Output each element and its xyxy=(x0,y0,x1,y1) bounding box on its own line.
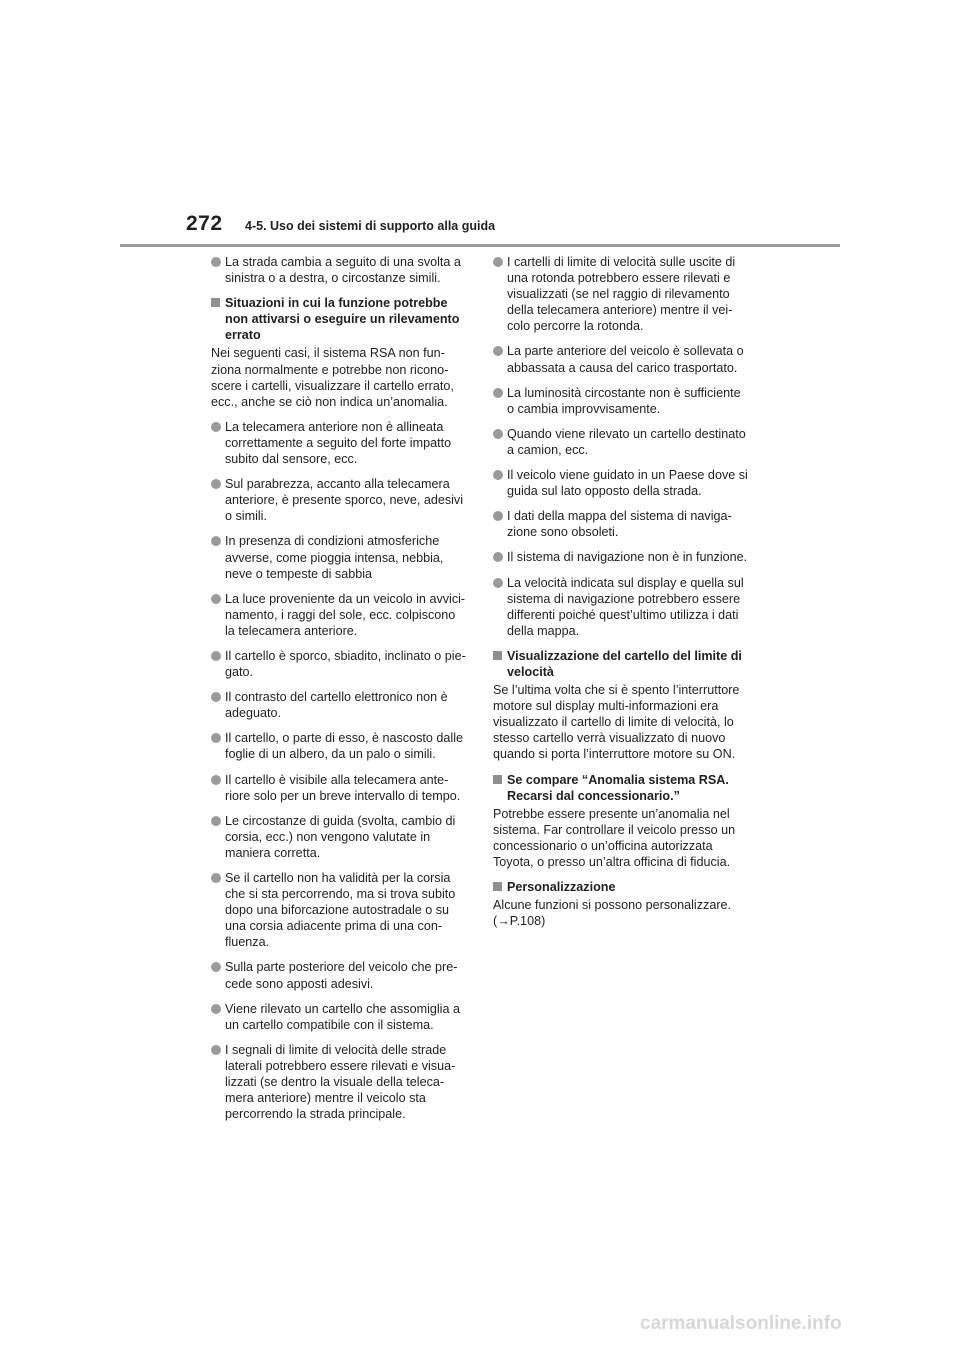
text-line: a camion, ecc. xyxy=(507,442,589,457)
text-line: Viene rilevato un cartello che assomiglia a xyxy=(225,1001,460,1016)
text-line: Il veicolo viene guidato in un Paese dove si xyxy=(507,468,748,483)
bullet-item xyxy=(211,476,467,524)
bullet-dot-icon xyxy=(211,257,221,267)
text-line: lizzati (se dentro la visuale della teleca- xyxy=(225,1075,445,1090)
text-line: zione sono obsoleti. xyxy=(507,525,619,540)
text-line: Se compare “Anomalia sistema RSA. xyxy=(507,772,729,787)
paragraph xyxy=(493,897,749,929)
text-line: riore solo per un breve intervallo di tempo. xyxy=(225,788,461,803)
square-marker-icon xyxy=(493,775,502,784)
text-line: La velocità indicata sul display e quella sul xyxy=(507,575,744,590)
bullet-dot-icon xyxy=(211,422,221,432)
text-line: In presenza di condizioni atmosferiche xyxy=(225,534,440,549)
text-line: Il cartello, o parte di esso, è nascosto dalle xyxy=(225,731,464,746)
subsection-heading xyxy=(211,295,467,343)
paragraph xyxy=(493,682,749,762)
text-line: laterali potrebbero essere rilevati e visua- xyxy=(225,1058,456,1073)
text-line: sinistra o a destra, o circostanze simili. xyxy=(225,271,441,286)
bullet-dot-icon xyxy=(493,511,503,521)
text-line: anteriore, è presente sporco, neve, adesivi xyxy=(225,493,464,508)
text-line: un cartello compatibile con il sistema. xyxy=(225,1017,434,1032)
text-line: sistema. Far controllare il veicolo presso un xyxy=(493,822,736,837)
bullet-dot-icon xyxy=(211,1045,221,1055)
text-line: avverse, come pioggia intensa, nebbia, xyxy=(225,550,444,565)
text-line: percorrendo la strada principale. xyxy=(225,1107,406,1122)
text-line: scere i cartelli, visualizzare il cartello errato, xyxy=(211,378,454,393)
text-line: una corsia adiacente prima di una con- xyxy=(225,919,443,934)
text-line: Nei seguenti casi, il sistema RSA non fun- xyxy=(211,346,445,361)
text-line: Personalizzazione xyxy=(507,880,616,895)
text-line: Il sistema di navigazione non è in funzione. xyxy=(507,550,748,565)
bullet-item xyxy=(493,254,749,334)
text-line: guida sul lato opposto della strada. xyxy=(507,484,702,499)
text-line: (→P.108) xyxy=(493,914,546,929)
text-line: Visualizzazione del cartello del limite di xyxy=(507,648,742,663)
bullet-item xyxy=(211,959,467,991)
text-line: stesso cartello verrà visualizzato di nuovo xyxy=(493,731,726,746)
text-line: differenti poiché quest’ultimo utilizza i dati xyxy=(507,607,739,622)
bullet-item xyxy=(493,549,749,565)
bullet-dot-icon xyxy=(211,594,221,604)
text-line: Potrebbe essere presente un’anomalia nel xyxy=(493,806,730,821)
text-line: della mappa. xyxy=(507,623,580,638)
text-line: Alcune funzioni si possono personalizzare. xyxy=(493,898,732,913)
bullet-item xyxy=(211,254,467,286)
bullet-item xyxy=(493,385,749,417)
bullet-item xyxy=(211,1001,467,1033)
bullet-dot-icon xyxy=(211,873,221,883)
square-marker-icon xyxy=(211,298,220,307)
text-line: Sul parabrezza, accanto alla telecamera xyxy=(225,477,450,492)
text-line: la telecamera anteriore. xyxy=(225,623,358,638)
text-line: foglie di un albero, da un palo o simili. xyxy=(225,747,436,762)
subsection-heading xyxy=(493,879,749,895)
text-line: La luminosità circostante non è sufficiente xyxy=(507,385,741,400)
text-line: Situazioni in cui la funzione potrebbe xyxy=(225,296,448,311)
text-line: o cambia improvvisamente. xyxy=(507,401,661,416)
bullet-dot-icon xyxy=(493,257,503,267)
bullet-item xyxy=(211,419,467,467)
text-line: Il contrasto del cartello elettronico non è xyxy=(225,690,448,705)
text-line: Toyota, o presso un’altra officina di fiducia. xyxy=(493,855,731,869)
text-line: motore sul display multi-informazioni era xyxy=(493,699,719,714)
text-line: Se il cartello non ha validità per la corsia xyxy=(225,871,451,885)
bullet-item xyxy=(211,1042,467,1122)
bullet-item xyxy=(493,575,749,639)
text-line: I dati della mappa del sistema di naviga- xyxy=(507,509,732,524)
bullet-dot-icon xyxy=(211,479,221,489)
text-line: Il cartello è sporco, sbiadito, inclinato o pie- xyxy=(225,648,466,663)
text-line: subito dal sensore, ecc. xyxy=(225,452,358,467)
paragraph xyxy=(493,806,749,870)
text-line: namento, i raggi del sole, ecc. colpiscono xyxy=(225,607,456,622)
text-line: I cartelli di limite di velocità sulle uscite di xyxy=(507,255,736,269)
text-line: concessionario o un’officina autorizzata xyxy=(493,838,713,853)
bullet-item xyxy=(211,648,467,680)
text-line: della telecamera anteriore) mentre il vei- xyxy=(507,303,733,318)
text-line: gato. xyxy=(225,665,254,680)
header-rule xyxy=(120,244,840,247)
text-line: ziona normalmente e potrebbe non ricono- xyxy=(211,362,449,377)
paragraph xyxy=(211,345,467,409)
bullet-item xyxy=(211,689,467,721)
text-line: errato xyxy=(225,328,261,343)
bullet-item xyxy=(493,508,749,540)
text-line: Sulla parte posteriore del veicolo che pre- xyxy=(225,960,458,975)
text-line: La parte anteriore del veicolo è sollevata o xyxy=(507,344,744,359)
text-line: mera anteriore) mentre il veicolo sta xyxy=(225,1091,426,1106)
bullet-dot-icon xyxy=(211,962,221,972)
bullet-dot-icon xyxy=(211,775,221,785)
bullet-item xyxy=(493,467,749,499)
bullet-dot-icon xyxy=(211,733,221,743)
text-line: Recarsi dal concessionario.” xyxy=(507,788,680,803)
text-line: abbassata a causa del carico trasportato. xyxy=(507,360,738,375)
bullet-item xyxy=(211,813,467,861)
bullet-dot-icon xyxy=(211,536,221,546)
text-line: Le circostanze di guida (svolta, cambio di xyxy=(225,813,456,828)
text-line: velocità xyxy=(507,664,554,679)
bullet-dot-icon xyxy=(493,429,503,439)
bullet-dot-icon xyxy=(493,552,503,562)
bullet-item xyxy=(211,730,467,762)
text-line: neve o tempeste di sabbia xyxy=(225,566,373,581)
bullet-dot-icon xyxy=(211,692,221,702)
left-column xyxy=(211,254,467,1131)
bullet-item xyxy=(211,533,467,581)
section-title: 4-5. Uso dei sistemi di supporto alla guida xyxy=(245,219,496,233)
text-line: corsia, ecc.) non vengono valutate in xyxy=(225,829,431,844)
text-line: che si sta percorrendo, ma si trova subito xyxy=(225,887,456,902)
text-line: correttamente a seguito del forte impatto xyxy=(225,435,452,450)
bullet-dot-icon xyxy=(211,816,221,826)
page-header xyxy=(0,0,960,250)
square-marker-icon xyxy=(493,882,502,891)
bullet-dot-icon xyxy=(493,388,503,398)
text-line: La luce proveniente da un veicolo in avvici- xyxy=(225,591,466,606)
text-line: ecc., anche se ciò non indica un’anomalia. xyxy=(211,394,448,409)
right-column xyxy=(493,254,749,938)
bullet-dot-icon xyxy=(211,1004,221,1014)
bullet-dot-icon xyxy=(211,651,221,661)
bullet-dot-icon xyxy=(493,470,503,480)
text-line: non attivarsi o eseguire un rilevamento xyxy=(225,312,460,327)
text-line: La telecamera anteriore non è allineata xyxy=(225,419,444,434)
text-line: sistema di navigazione potrebbero essere xyxy=(507,591,741,606)
bullet-dot-icon xyxy=(493,346,503,356)
subsection-heading xyxy=(493,772,749,804)
subsection-heading xyxy=(493,648,749,680)
text-line: cede sono apposti adesivi. xyxy=(225,976,374,991)
text-line: una rotonda potrebbero essere rilevati e xyxy=(507,271,731,286)
square-marker-icon xyxy=(493,651,502,660)
bullet-dot-icon xyxy=(493,578,503,588)
text-line: dopo una biforcazione autostradale o su xyxy=(225,903,450,918)
page-number: 272 xyxy=(186,212,223,235)
text-line: Il cartello è visibile alla telecamera ante- xyxy=(225,772,449,787)
text-line: colo percorre la rotonda. xyxy=(507,319,644,334)
text-line: visualizzato il cartello di limite di velocità, lo xyxy=(493,715,734,730)
text-line: quando si porta l’interruttore motore su ON. xyxy=(493,747,736,762)
text-line: Quando viene rilevato un cartello destinato xyxy=(507,426,746,441)
text-line: maniera corretta. xyxy=(225,845,321,860)
bullet-item xyxy=(493,343,749,375)
bullet-item xyxy=(493,426,749,458)
text-line: fluenza. xyxy=(225,935,270,950)
text-line: adeguato. xyxy=(225,706,282,721)
text-line: o simili. xyxy=(225,509,267,524)
text-line: I segnali di limite di velocità delle strade xyxy=(225,1042,447,1057)
bullet-item xyxy=(211,591,467,639)
text-line: Se l’ultima volta che si è spento l’interruttore xyxy=(493,683,740,698)
bullet-item xyxy=(211,870,467,950)
text-line: visualizzati (se nel raggio di rilevamento xyxy=(507,287,730,302)
text-line: La strada cambia a seguito di una svolta a xyxy=(225,255,461,269)
footer-watermark: carmanualsonline.info xyxy=(640,1313,842,1334)
bullet-item xyxy=(211,772,467,804)
